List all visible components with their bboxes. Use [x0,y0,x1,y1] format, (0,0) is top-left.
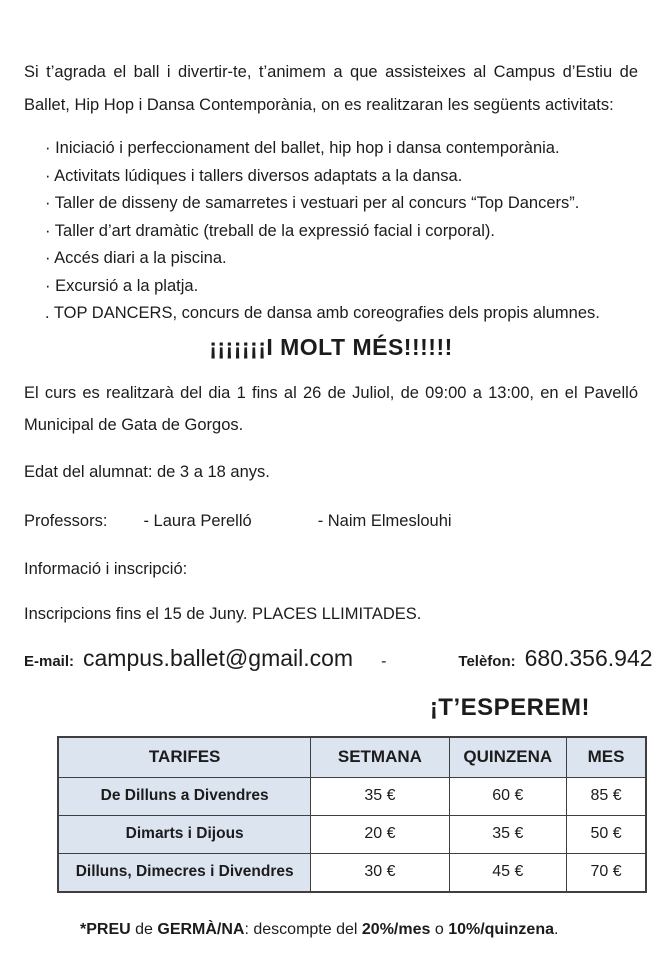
price-cell: 85 € [567,777,646,815]
footnote-part: : descompte del [244,920,362,938]
footnote-part: de [130,920,158,938]
price-cell: 35 € [449,815,567,853]
course-info-paragraph: El curs es realitzarà del dia 1 fins al 26 de Juliol, de 09:00 a 13:00, en el Pavelló Municipal de Gata de Gorgos. [24,383,638,434]
esperem-heading: ¡T’ESPEREM! [429,693,590,721]
row-label: De Dilluns a Divendres [58,777,311,815]
table-header-setmana: SETMANA [311,737,449,778]
table-row [58,777,646,815]
intro-paragraph: Si t’agrada el ball i divertir-te, t’animem a que assisteixes al Campus d’Estiu de Ballet, Hip Hop i Dansa Contemporània, on es realitzaran les següents activitats: [24,63,638,114]
price-cell: 45 € [449,853,567,892]
price-cell: 50 € [567,815,646,853]
teacher-name-2: - Naim Elmeslouhi [317,511,452,530]
price-cell: 70 € [567,853,646,892]
separator-dash: - [381,652,387,670]
molt-mes-heading: ¡¡¡¡¡¡¡I MOLT MÉS!!!!!! [209,333,453,360]
email-address: campus.ballet@gmail.com [83,644,354,671]
professors-label: Professors: [24,511,108,530]
row-label: Dimarts i Dijous [58,815,311,853]
row-label: Dilluns, Dimecres i Divendres [58,853,311,892]
phone-label: Telèfon: [458,652,516,670]
footnote-part: GERMÀ/NA [157,920,245,938]
activity-item: . TOP DANCERS, concurs de dansa amb coreografies dels propis alumnes. [45,304,600,322]
info-inscription-heading: Informació i inscripció: [24,559,188,578]
phone-number: 680.356.942 [524,644,653,671]
price-cell: 60 € [449,777,567,815]
footnote-part: *PREU [80,920,131,938]
table-header-mes: MES [567,737,646,778]
tarifes-table [57,736,647,893]
activity-item: · Iniciació i perfeccionament del ballet, hip hop i dansa contemporània. [45,139,560,157]
table-header-row [58,737,646,778]
table-row [58,815,646,853]
professors-line [24,505,638,537]
table-header-quinzena: QUINZENA [449,737,567,778]
price-cell: 30 € [311,853,449,892]
age-info: Edat del alumnat: de 3 a 18 anys. [24,462,270,481]
footnote-part: . [554,920,559,938]
email-label: E-mail: [24,652,75,670]
table-header-tarifes: TARIFES [58,737,311,778]
teacher-name-1: - Laura Perelló [143,511,252,530]
activity-item: · Activitats lúdiques i tallers diversos adaptats a la dansa. [45,166,463,185]
activity-item: · Accés diari a la piscina. [45,249,227,267]
activity-item: · Excursió a la platja. [45,276,199,295]
contact-line [24,644,653,672]
activities-list [24,135,638,328]
activity-item: · Taller d’art dramàtic (treball de la expressió facial i corporal). [45,221,495,240]
footnote-part: 20%/mes [361,920,431,938]
footnote-part: 10%/quinzena [448,920,554,938]
price-cell: 35 € [311,777,449,815]
price-cell: 20 € [311,815,449,853]
sibling-discount-footnote [80,919,638,941]
footnote-part: o [430,920,449,938]
table-row [58,853,646,892]
activity-item: · Taller de disseny de samarretes i vestuari per al concurs “Top Dancers”. [45,194,580,212]
inscription-deadline: Inscripcions fins el 15 de Juny. PLACES LLIMITADES. [24,604,422,623]
